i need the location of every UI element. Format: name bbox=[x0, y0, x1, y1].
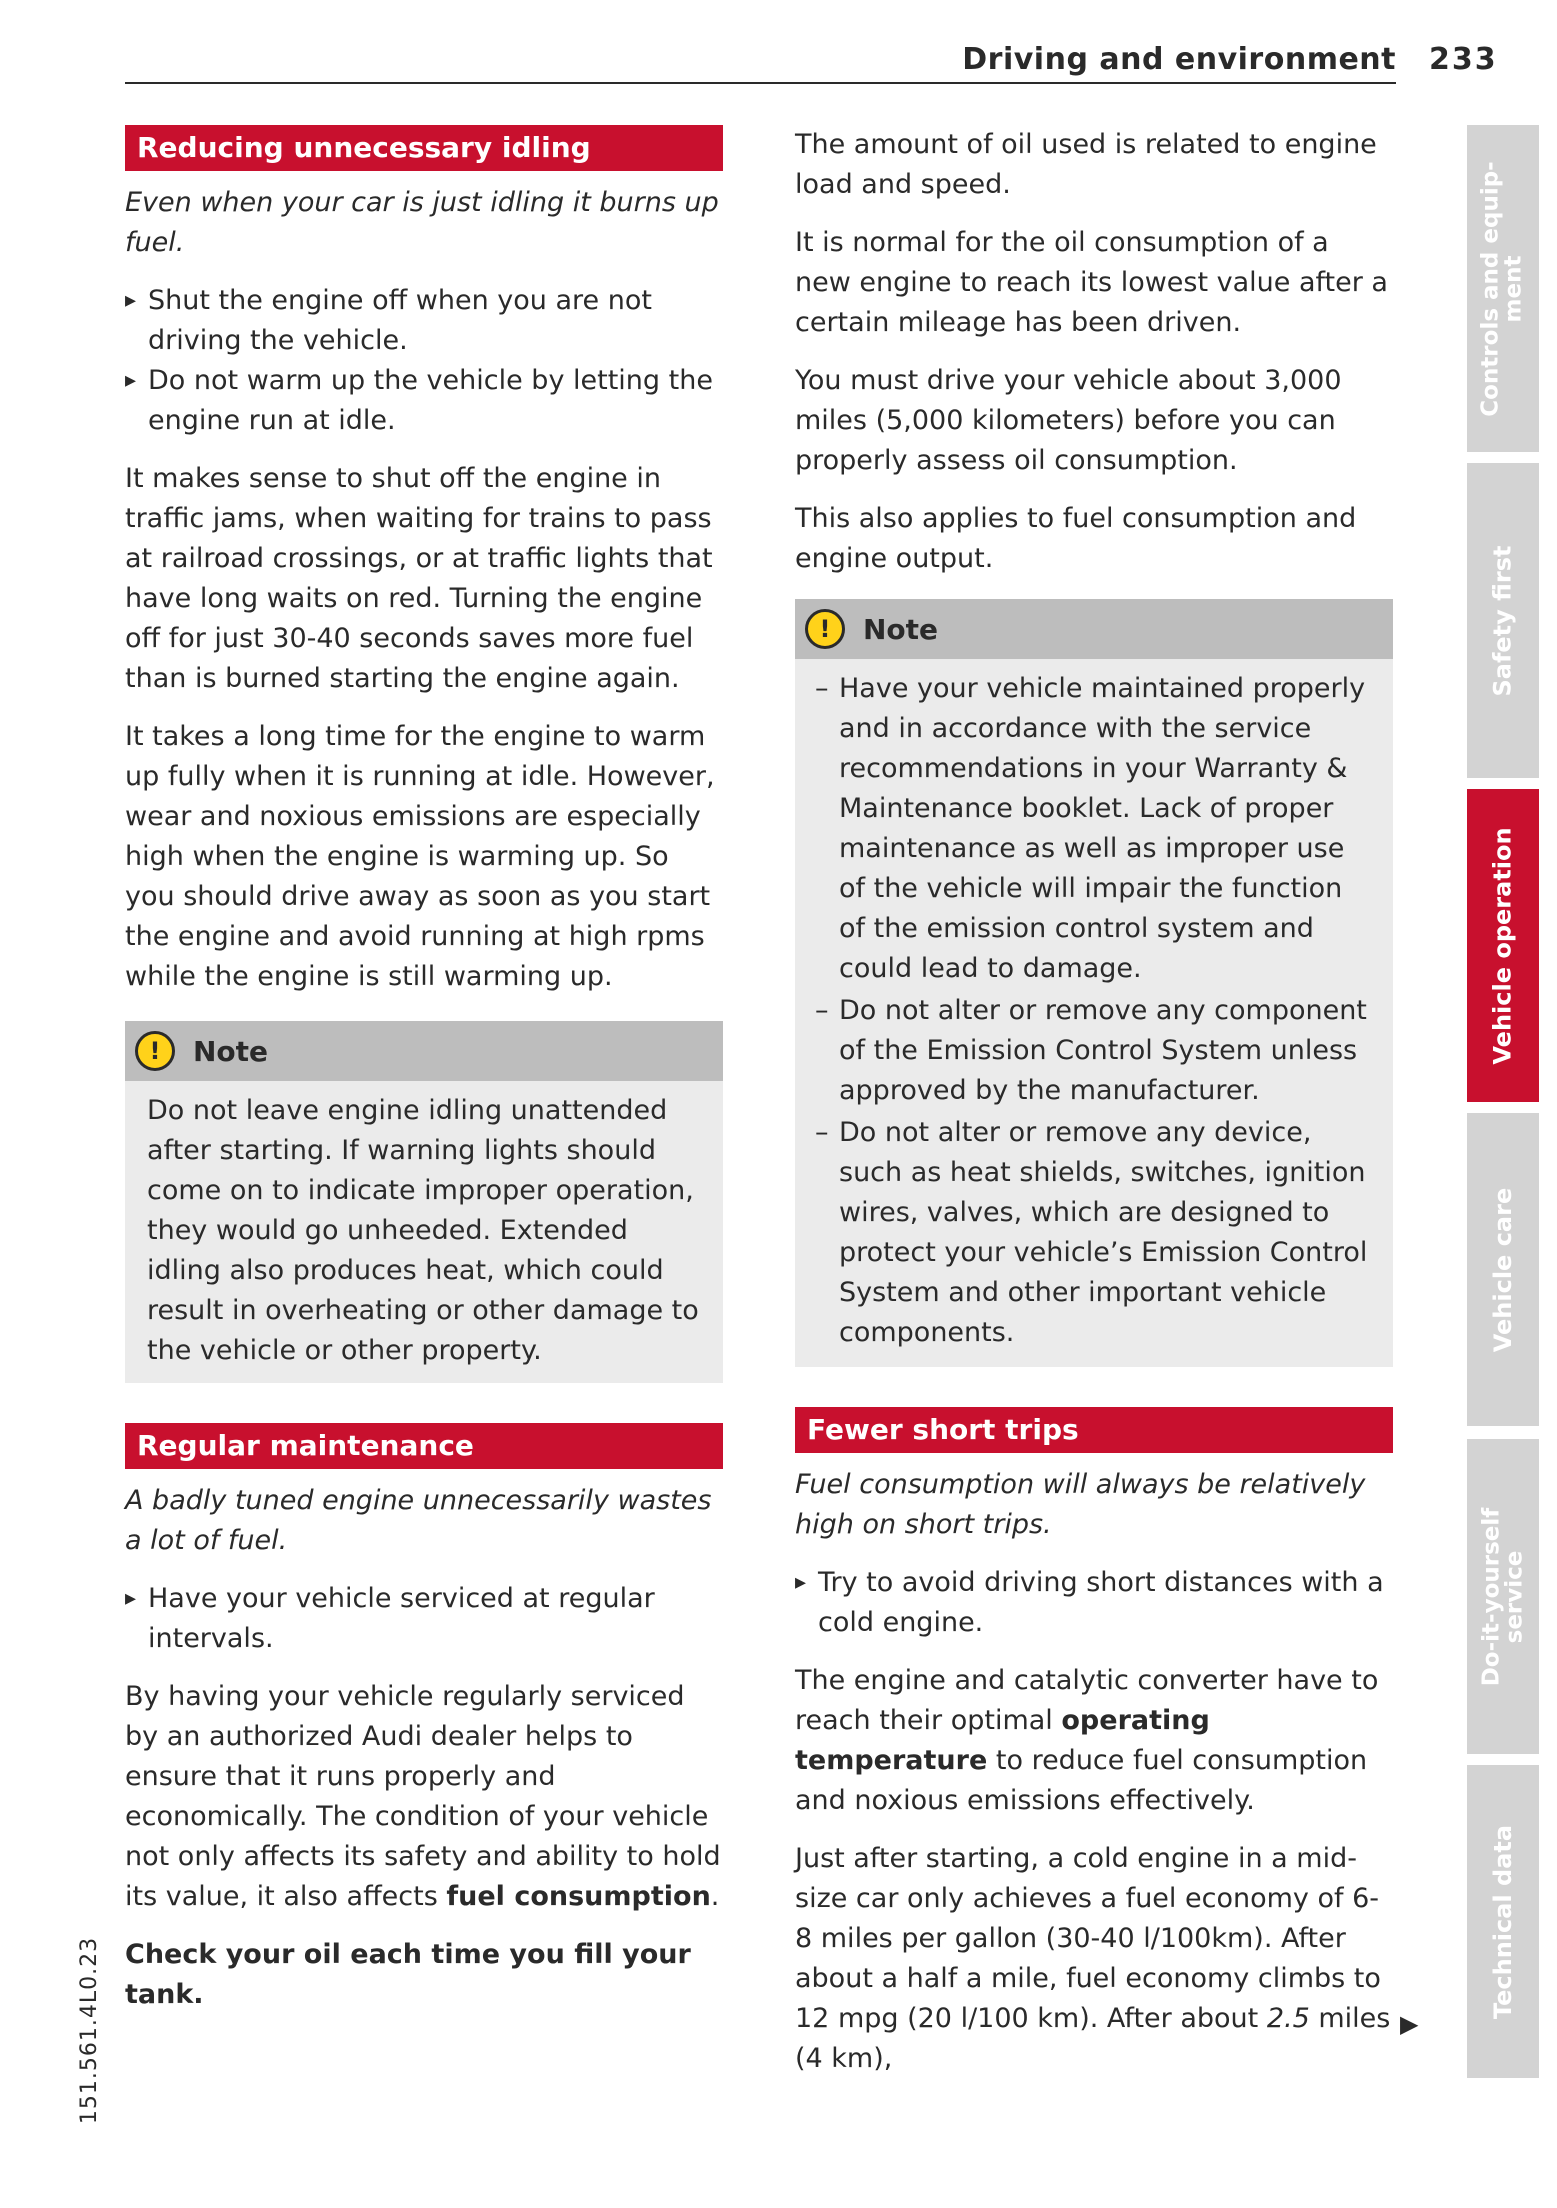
oil-paragraph: The amount of oil used is related to engine load and speed. bbox=[795, 129, 1377, 200]
bold-term-fuel-consumption: fuel consumption bbox=[446, 1881, 711, 1912]
action-item: ▸ Have your vehicle serviced at regular intervals. bbox=[125, 1579, 723, 1659]
left-column bbox=[125, 125, 723, 2033]
side-tab-label: Vehicle care bbox=[1489, 1187, 1518, 1352]
idling-lead: Even when your car is just idling it burns up fuel. bbox=[125, 187, 719, 258]
idling-paragraph: It takes a long time for the engine to warm up fully when it is running at idle. However, wear and noxious emissions are especially high when the engine is warming up. So you should drive away as soon as you start the engine and avoid running at high rpms while the engine is still warming up. bbox=[125, 721, 715, 992]
continue-arrow-icon: ▶ bbox=[1400, 2010, 1419, 2038]
note-box-idling bbox=[125, 1021, 723, 1383]
note-header bbox=[795, 599, 1393, 659]
side-tab-safety[interactable] bbox=[1467, 463, 1539, 778]
header-section-title: Driving and environment bbox=[962, 42, 1396, 77]
short-trips-lead: Fuel consumption will always be relatively high on short trips. bbox=[795, 1469, 1366, 1540]
side-tab-label: Do-it-yourself service bbox=[1478, 1507, 1527, 1686]
section-heading-maintenance: Regular maintenance bbox=[125, 1423, 723, 1469]
maintenance-text: By having your vehicle regularly serviced by an authorized Audi dealer helps to ensure that it runs properly and economically. The condition of your vehicle not only affects its safety and ability to hold its value, it also affects bbox=[125, 1681, 721, 1912]
note-dash-list bbox=[815, 669, 1373, 1353]
temperature-text: The engine and catalytic converter have to reach their optimal bbox=[795, 1665, 1379, 1736]
short-trips-action-list bbox=[795, 1563, 1393, 1643]
action-item: ▸ Try to avoid driving short distances with a cold engine. bbox=[795, 1563, 1393, 1643]
cold-engine-text: Just after starting, a cold engine in a mid-size car only achieves a fuel economy of 6-8 miles per gallon (30-40 l/100km). After about a half a mile, fuel economy climbs to 12 mpg (20 l/100 km). After about bbox=[795, 1843, 1381, 2034]
check-oil-instruction: Check your oil each time you fill your tank. bbox=[125, 1939, 691, 2010]
side-tab-label: Controls and equip- ment bbox=[1478, 160, 1528, 417]
idling-action-list bbox=[125, 281, 723, 441]
italic-distance: 2.5 bbox=[1266, 2003, 1310, 2034]
note-header bbox=[125, 1021, 723, 1081]
note-title: Note bbox=[193, 1034, 269, 1068]
note-list-item: – Do not alter or remove any device, such as heat shields, switches, ignition wires, valves, which are designed to protect your vehicle’s Emission Control System and other important vehicle components. bbox=[815, 1113, 1373, 1353]
maintenance-action-list bbox=[125, 1579, 723, 1659]
idling-paragraph: It makes sense to shut off the engine in traffic jams, when waiting for trains to pass at railroad crossings, or at traffic lights that have long waits on red. Turning the engine off for just 30-40 seconds saves more fuel than is burned starting the engine again. bbox=[125, 463, 713, 694]
document-code bbox=[70, 1936, 110, 2124]
oil-paragraph: You must drive your vehicle about 3,000 miles (5,000 kilometers) before you can properly assess oil consumption. bbox=[795, 365, 1342, 476]
right-column bbox=[795, 125, 1393, 2097]
section-heading-short-trips: Fewer short trips bbox=[795, 1407, 1393, 1453]
page-number: 233 bbox=[1429, 42, 1498, 77]
temperature-paragraph bbox=[795, 1661, 1393, 1821]
side-tab-vehicle-care[interactable] bbox=[1467, 1113, 1539, 1426]
maintenance-lead: A badly tuned engine unnecessarily wastes a lot of fuel. bbox=[125, 1485, 712, 1556]
header-divider bbox=[125, 82, 1396, 84]
side-tab-label: Safety first bbox=[1489, 544, 1517, 697]
note-list-item: – Have your vehicle maintained properly and in accordance with the service recommendations in your Warranty & Maintenance booklet. Lack of proper maintenance as well as improper use of the vehicle will impair the function of the emission control system and could lead to damage. bbox=[815, 669, 1373, 989]
exclamation-icon: ! bbox=[135, 1031, 175, 1071]
cold-engine-text-end: miles (4 km), bbox=[795, 2003, 1391, 2074]
exclamation-icon: ! bbox=[805, 609, 845, 649]
side-tab-technical-data[interactable] bbox=[1467, 1765, 1539, 2078]
maintenance-paragraph bbox=[125, 1677, 723, 1917]
action-item: ▸ Shut the engine off when you are not driving the vehicle. bbox=[125, 281, 723, 361]
side-tab-diy-service[interactable] bbox=[1467, 1439, 1539, 1754]
temperature-text-end: to reduce fuel consumption and noxious emissions effectively. bbox=[795, 1745, 1368, 1816]
oil-paragraph: This also applies to fuel consumption and engine output. bbox=[795, 503, 1357, 574]
side-tab-vehicle-operation[interactable] bbox=[1467, 789, 1539, 1102]
note-content bbox=[795, 659, 1393, 1367]
note-text: Do not leave engine idling unattended after starting. If warning lights should come on to indicate improper operation, they would go unheeded. Extended idling also produces heat, which could result in overheating or other damage to the vehicle or other property. bbox=[147, 1095, 699, 1366]
note-box-emissions bbox=[795, 599, 1393, 1367]
document-code-text: 151.561.4L0.23 bbox=[77, 1936, 103, 2124]
cold-engine-paragraph bbox=[795, 1839, 1393, 2079]
note-title: Note bbox=[863, 612, 939, 646]
note-list-item: – Do not alter or remove any component of the Emission Control System unless approved by the manufacturer. bbox=[815, 991, 1373, 1111]
maintenance-text-end: . bbox=[710, 1881, 720, 1912]
side-tab-label: Technical data bbox=[1489, 1824, 1518, 2019]
bold-term-operating-temperature: operating temperature bbox=[795, 1705, 1210, 1776]
oil-paragraph: It is normal for the oil consumption of a new engine to reach its lowest value after a certain mileage has been driven. bbox=[795, 227, 1388, 338]
section-heading-idling: Reducing unnecessary idling bbox=[125, 125, 723, 171]
side-tab-label: Vehicle operation bbox=[1489, 826, 1517, 1065]
side-tab-controls[interactable] bbox=[1467, 125, 1539, 452]
action-item: ▸ Do not warm up the vehicle by letting the engine run at idle. bbox=[125, 361, 723, 441]
